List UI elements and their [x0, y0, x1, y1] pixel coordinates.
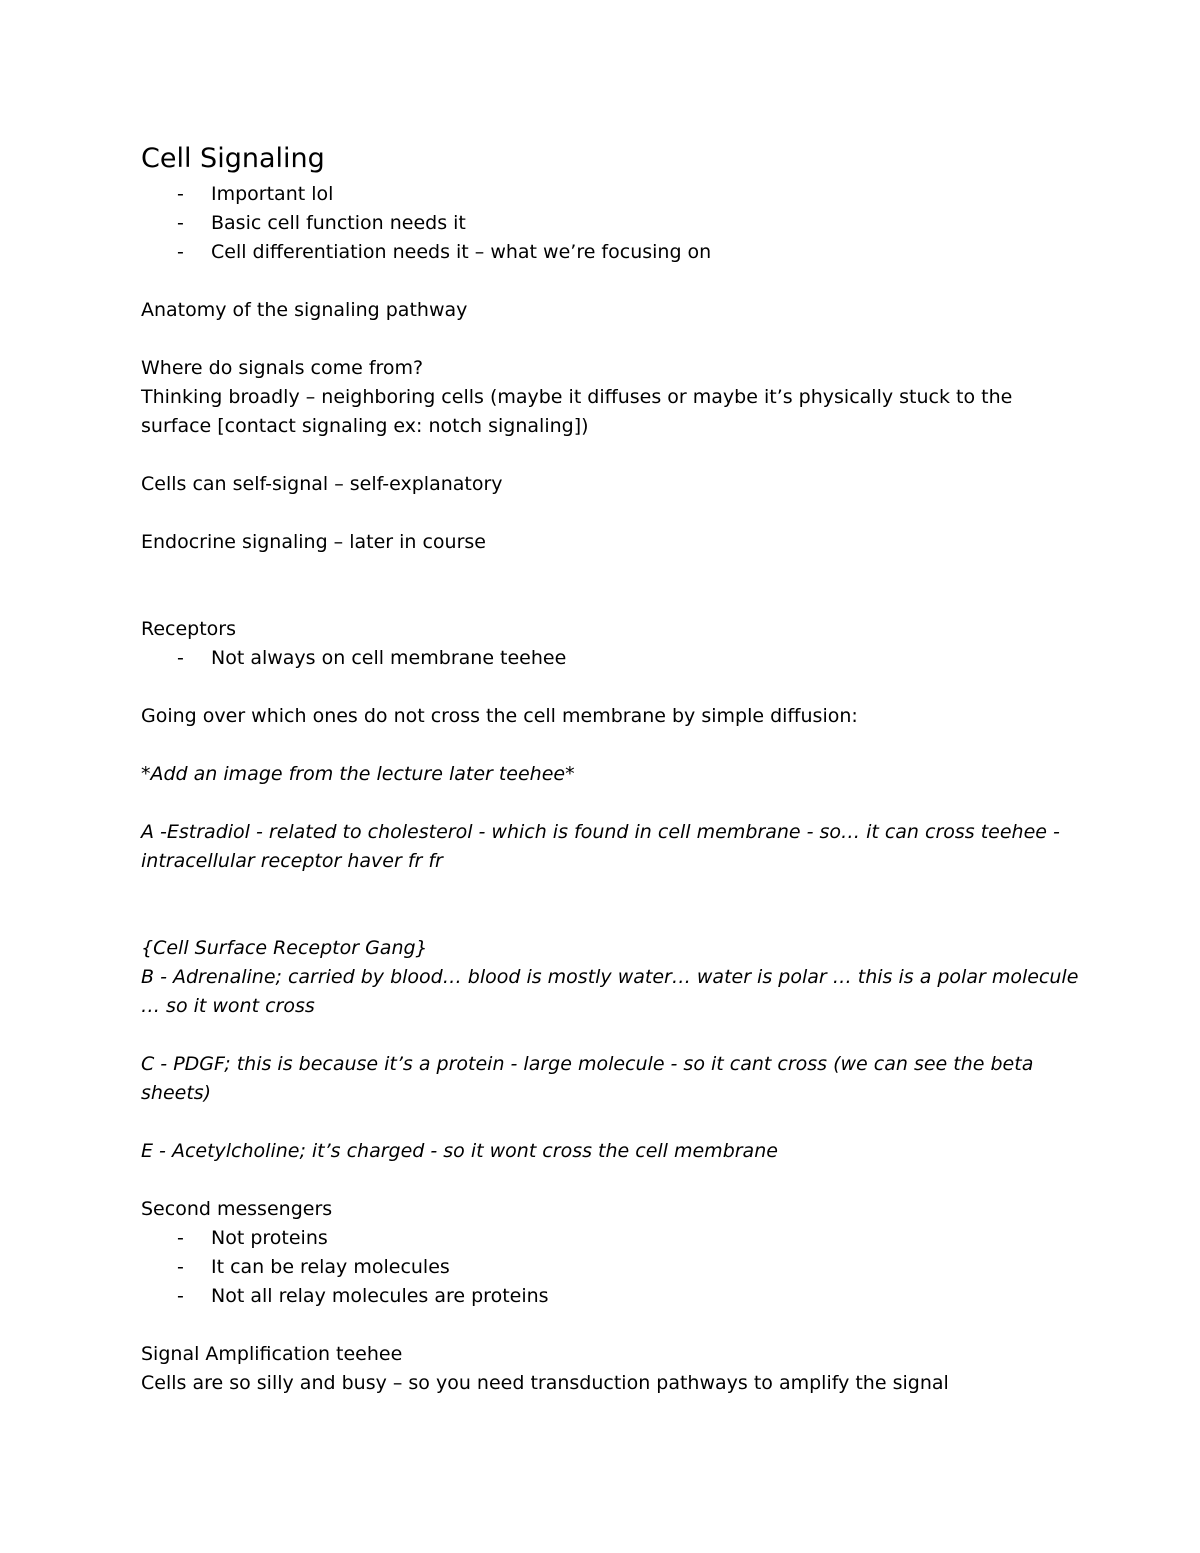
signals-paragraph: Thinking broadly – neighboring cells (maybe it diffuses or maybe it’s physically stuck to the surface [contact signaling ex: notch signaling]) [141, 386, 1013, 437]
list-item [141, 238, 1081, 267]
self-signal-paragraph: Cells can self-signal – self-explanatory [141, 473, 503, 495]
second-messengers-bullet-list [141, 1224, 1081, 1311]
list-item [141, 1253, 1081, 1282]
list-item-text: It can be relay molecules [211, 1256, 450, 1278]
acetylcholine-paragraph: E - Acetylcholine; it’s charged - so it wont cross the cell membrane [141, 1140, 778, 1162]
dash-bullet: - [177, 1227, 184, 1249]
going-over-paragraph: Going over which ones do not cross the cell membrane by simple diffusion: [141, 705, 858, 727]
dash-bullet: - [177, 1256, 184, 1278]
spacer [141, 267, 1081, 296]
spacer [141, 499, 1081, 528]
adrenaline-paragraph: B - Adrenaline; carried by blood… blood is mostly water… water is polar … this is a polar molecule … so it wont cross [141, 966, 1079, 1017]
spacer [141, 441, 1081, 470]
amplification-heading: Signal Amplification teehee [141, 1343, 403, 1365]
anatomy-heading: Anatomy of the signaling pathway [141, 299, 468, 321]
list-item [141, 1224, 1081, 1253]
list-item-text: Not always on cell membrane teehee [211, 647, 567, 669]
spacer [141, 731, 1081, 760]
dash-bullet: - [177, 241, 184, 263]
add-image-note: *Add an image from the lecture later teehee* [141, 763, 575, 785]
spacer [141, 557, 1081, 615]
dash-bullet: - [177, 647, 184, 669]
list-item [141, 180, 1081, 209]
pdgf-paragraph: C - PDGF; this is because it’s a protein - large molecule - so it cant cross (we can see the beta sheets) [141, 1053, 1034, 1104]
spacer [141, 876, 1081, 934]
spacer [141, 789, 1081, 818]
receptors-bullet-list [141, 644, 1081, 673]
receptors-heading: Receptors [141, 618, 237, 640]
intro-bullet-list [141, 180, 1081, 267]
amplification-paragraph: Cells are so silly and busy – so you need transduction pathways to amplify the signal [141, 1372, 949, 1394]
estradiol-paragraph: A -Estradiol - related to cholesterol - which is found in cell membrane - so… it can cross teehee - intracellular receptor haver fr fr [141, 821, 1060, 872]
list-item-text: Important lol [211, 183, 334, 205]
endocrine-paragraph: Endocrine signaling – later in course [141, 531, 486, 553]
list-item-text: Not proteins [211, 1227, 328, 1249]
list-item [141, 1282, 1081, 1311]
page-title: Cell Signaling [141, 143, 325, 174]
spacer [141, 1166, 1081, 1195]
spacer [141, 325, 1081, 354]
list-item-text: Basic cell function needs it [211, 212, 466, 234]
list-item-text: Cell differentiation needs it – what we’re focusing on [211, 241, 712, 263]
document-body [141, 138, 1081, 1398]
spacer [141, 1311, 1081, 1340]
list-item-text: Not all relay molecules are proteins [211, 1285, 549, 1307]
spacer [141, 1021, 1081, 1050]
list-item [141, 209, 1081, 238]
spacer [141, 1108, 1081, 1137]
list-item [141, 644, 1081, 673]
dash-bullet: - [177, 183, 184, 205]
dash-bullet: - [177, 1285, 184, 1307]
second-messengers-heading: Second messengers [141, 1198, 333, 1220]
signals-question: Where do signals come from? [141, 357, 424, 379]
dash-bullet: - [177, 212, 184, 234]
spacer [141, 673, 1081, 702]
cell-surface-gang-heading: {Cell Surface Receptor Gang} [141, 937, 428, 959]
